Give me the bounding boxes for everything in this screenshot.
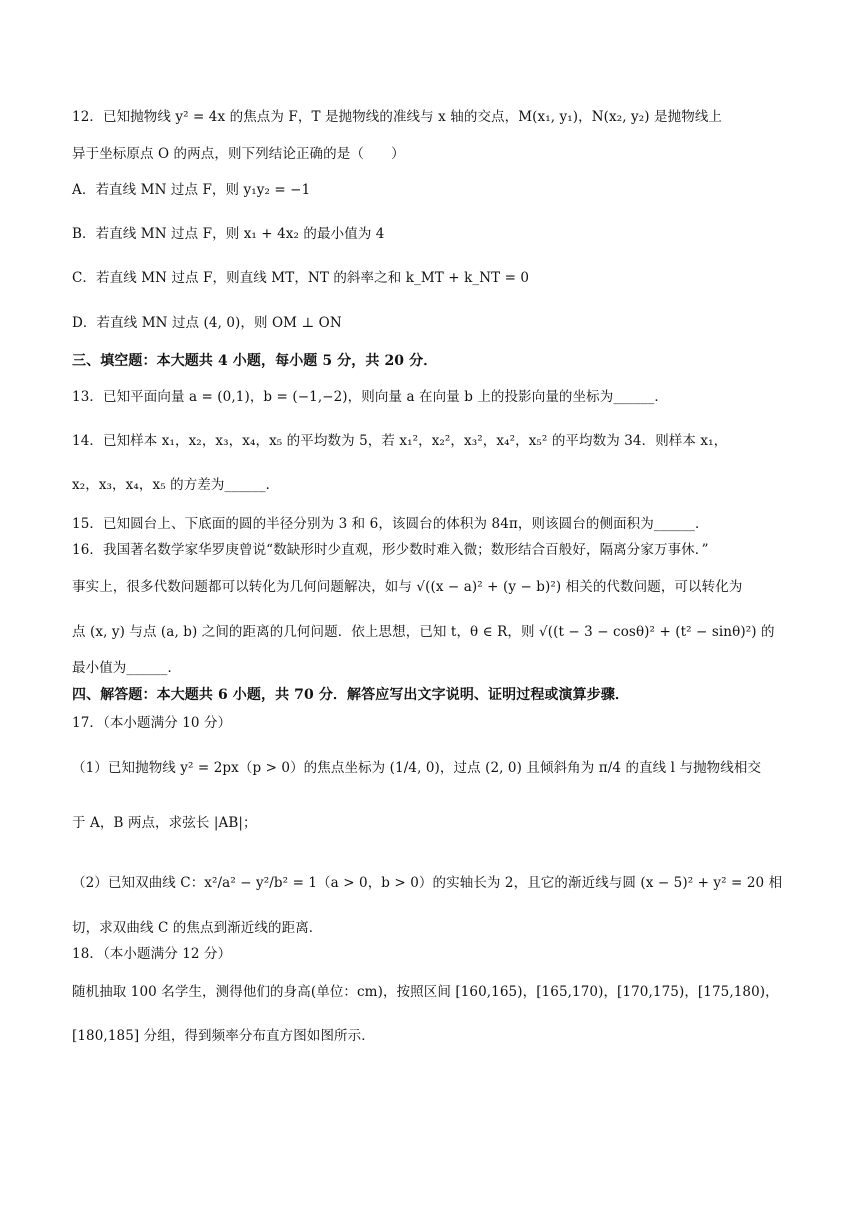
q14-line-2: x₂，x₃，x₄，x₅ 的方差为______． — [72, 477, 280, 493]
q12-option-d: D．若直线 MN 过点 (4, 0)，则 OM ⊥ ON — [72, 315, 342, 331]
q12-option-c: C．若直线 MN 过点 F，则直线 MT，NT 的斜率之和 k_MT + k_NT = 0 — [72, 270, 530, 286]
q16-line-3: 点 (x, y) 与点 (a, b) 之间的距离的几何问题．依上思想，已知 t，θ ∈ R，则 √((t − 3 − cosθ)² + (t² − sinθ)²) 的 — [72, 624, 775, 640]
q18-title: 18．（本小题满分 12 分） — [72, 946, 232, 962]
q12-option-a: A．若直线 MN 过点 F，则 y₁y₂ = −1 — [72, 182, 311, 198]
q17-part-1-line-1: （1）已知抛物线 y² = 2px（p > 0）的焦点坐标为 (1/4, 0)，过点 (2, 0) 且倾斜角为 π/4 的直线 l 与抛物线相交 — [72, 760, 762, 776]
q18-line-2: [180,185] 分组，得到频率分布直方图如图所示． — [72, 1028, 375, 1044]
q13-line: 13．已知平面向量 a = (0,1)，b = (−1,−2)，则向量 a 在向量 b 上的投影向量的坐标为______． — [72, 389, 669, 405]
section-3-heading: 三、填空题：本大题共 4 小题，每小题 5 分，共 20 分． — [72, 353, 438, 369]
section-4-heading: 四、解答题：本大题共 6 小题，共 70 分．解答应写出文字说明、证明过程或演算步骤． — [72, 687, 630, 703]
q15-line: 15．已知圆台上、下底面的圆的半径分别为 3 和 6，该圆台的体积为 84π，则该圆台的侧面积为______． — [72, 516, 709, 532]
q18-line-1: 随机抽取 100 名学生，测得他们的身高(单位：cm)，按照区间 [160,165)，[165,170)，[170,175)，[175,180)， — [72, 984, 779, 1000]
q17-title: 17．（本小题满分 10 分） — [72, 715, 232, 731]
q17-part-1-line-2: 于 A，B 两点，求弦长 |AB|； — [72, 815, 257, 831]
q16-line-4: 最小值为______． — [72, 660, 182, 676]
q17-part-2-line-2: 切，求双曲线 C 的焦点到渐近线的距离． — [72, 920, 323, 936]
q16-line-2: 事实上，很多代数问题都可以转化为几何问题解决，如与 √((x − a)² + (y − b)²) 相关的代数问题，可以转化为 — [72, 579, 743, 595]
q17-part-2-line-1: （2）已知双曲线 C：x²/a² − y²/b² = 1（a > 0，b > 0）的实轴长为 2，且它的渐近线与圆 (x − 5)² + y² = 20 相 — [72, 875, 783, 891]
q14-line-1: 14．已知样本 x₁，x₂，x₃，x₄，x₅ 的平均数为 5，若 x₁²，x₂²，x₃²，x₄²，x₅² 的平均数为 34．则样本 x₁， — [72, 433, 728, 449]
q16-line-1: 16．我国著名数学家华罗庚曾说“数缺形时少直观，形少数时难入微；数形结合百般好，隔离分家万事休．” — [72, 542, 709, 558]
q12-line-1: 12．已知抛物线 y² = 4x 的焦点为 F，T 是抛物线的准线与 x 轴的交点，M(x₁, y₁)，N(x₂, y₂) 是抛物线上 — [72, 109, 723, 125]
q12-line-2: 异于坐标原点 O 的两点，则下列结论正确的是（ ） — [72, 146, 405, 162]
q12-option-b: B．若直线 MN 过点 F，则 x₁ + 4x₂ 的最小值为 4 — [72, 226, 385, 242]
